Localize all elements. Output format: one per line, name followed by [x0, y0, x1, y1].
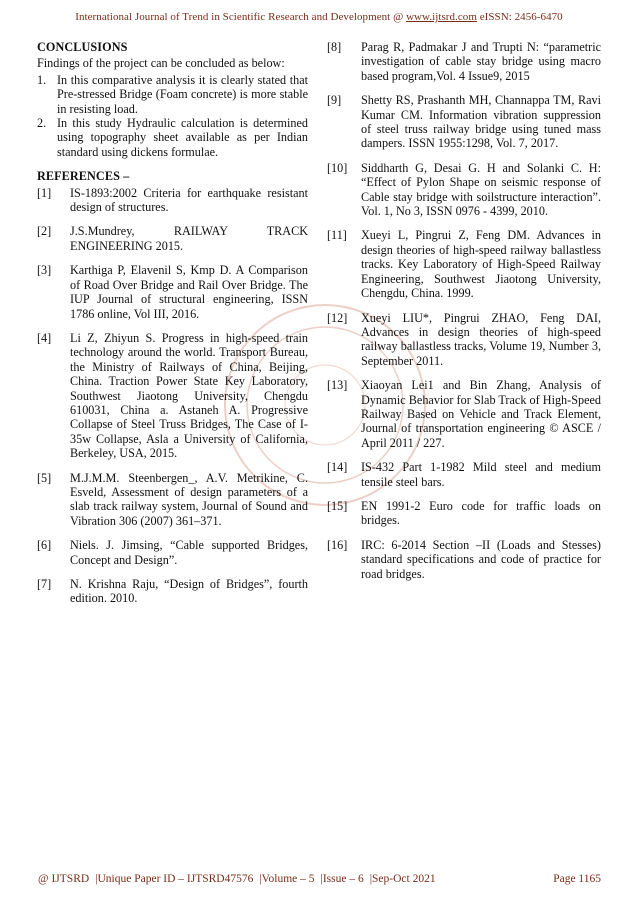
reference-text: M.J.M.M. Steenbergen_, A.V. Metrikine, C. Esveld, Assessment of design parameters of a slab track railway system, Journal of Sound and Vibration 306 (2007) 361–371. — [70, 470, 308, 528]
reference-text: Karthiga P, Elavenil S, Kmp D. A Comparison of Road Over Bridge and Rail Over Bridge. The IUP Journal of structural engineering, ISSN 1786 online, Vol III, 2016. — [70, 263, 308, 321]
reference-number: [9] — [327, 93, 342, 108]
references-heading: REFERENCES – — [37, 169, 130, 184]
reference-number: [11] — [327, 228, 347, 243]
conclusions-list — [37, 73, 308, 159]
conclusion-text: In this study Hydraulic calculation is determined using topography sheet available as per Indian standard using dickens formulae. — [57, 116, 308, 159]
reference-number: [7] — [37, 577, 52, 591]
reference-item — [37, 224, 308, 253]
references-list-right — [327, 40, 601, 581]
footer-issue: Issue – 6 — [322, 873, 364, 885]
journal-header — [0, 11, 638, 23]
conclusion-item — [37, 116, 308, 159]
reference-text: IS-432 Part 1-1982 Mild steel and medium tensile steel bars. — [361, 460, 601, 489]
reference-number: [3] — [37, 263, 52, 278]
reference-item — [327, 538, 601, 581]
reference-item — [37, 186, 308, 215]
reference-item — [327, 161, 601, 219]
reference-text: Siddharth G, Desai G. H and Solanki C. H: “Effect of Pylon Shape on seismic response of Cable stay bridge with soilstructure interaction”. Vol. 1, No 3, ISSN 0976 - 4399, 2010. — [361, 160, 601, 219]
site-link[interactable]: www.ijtsrd.com — [406, 11, 477, 23]
conclusion-number: 1. — [37, 72, 47, 87]
reference-text: J.S.Mundrey, RAILWAY TRACK ENGINEERING 2015. — [70, 224, 308, 253]
reference-text: Xueyi L, Pingrui Z, Feng DM. Advances in design theories of high-speed railway ballastless tracks. Key Laboratory of High-Speed Railway Engineering, Southwest Jiaotong University, Chengdu, China. 1999. — [361, 228, 601, 301]
reference-item — [37, 577, 308, 606]
reference-number: [1] — [37, 185, 52, 200]
reference-number: [12] — [327, 310, 348, 325]
reference-text: IRC: 6-2014 Section –II (Loads and Stesses) standard specifications and code of practice for road bridges. — [361, 537, 601, 581]
right-column — [327, 40, 601, 591]
footer-separator: | — [259, 873, 262, 885]
footer-separator: | — [369, 873, 373, 885]
footer-volume: Volume – 5 — [261, 873, 315, 885]
reference-item — [327, 460, 601, 489]
footer-separator: | — [320, 873, 323, 885]
reference-number: [6] — [37, 538, 52, 553]
reference-number: [4] — [37, 330, 52, 345]
reference-number: [5] — [37, 470, 52, 485]
reference-number: [10] — [327, 160, 348, 175]
reference-text: Shetty RS, Prashanth MH, Channappa TM, Ravi Kumar CM. Information vibration suppression of steel truss railway bridge using tuned mass dampers. ISSN 1955:1298, Vol. 7, 2017. — [361, 93, 601, 151]
conclusion-item — [37, 73, 308, 116]
left-column — [37, 40, 308, 616]
reference-item — [37, 471, 308, 529]
header-text-suffix: eISSN: 2456-6470 — [476, 11, 563, 23]
reference-text: Parag R, Padmakar J and Trupti N: “parametric investigation of cable stay bridge using macro based program,Vol. 4 Issue9, 2015 — [361, 40, 601, 83]
conclusions-intro: Findings of the project can be concluded as below: — [37, 56, 285, 71]
header-text-prefix: International Journal of Trend in Scientific Research and Development @ — [75, 11, 407, 23]
reference-item — [37, 331, 308, 461]
conclusion-text: In this comparative analysis it is clearly stated that Pre-stressed Bridge (Foam concrete) is more stable in resisting load. — [57, 72, 308, 116]
reference-text: N. Krishna Raju, “Design of Bridges”, fourth edition. 2010. — [70, 577, 308, 606]
reference-item — [327, 93, 601, 151]
references-list-left — [37, 186, 308, 606]
footer-paper-id: Unique Paper ID – IJTSRD47576 — [97, 873, 254, 885]
footer-page-number: Page 1165 — [553, 873, 601, 885]
reference-item — [327, 40, 601, 83]
conclusion-number: 2. — [37, 116, 47, 131]
reference-item — [327, 499, 601, 528]
conclusions-heading: CONCLUSIONS — [37, 40, 128, 54]
reference-text: Li Z, Zhiyun S. Progress in high-speed train technology around the world. Transport Bureau, the Ministry of Railways of China, Beijing, China. Traction Power State Key Laboratory, Southwest Jiaotong University, Chengdu 610031, China a. Astaneh A. Progressive Collapse of Steel Truss Bridges, The Case of I-35w Collapse, Asla a University of California, Berkeley, USA, 2015. — [70, 330, 308, 461]
reference-text: IS-1893:2002 Criteria for earthquake resistant design of structures. — [70, 185, 308, 215]
reference-item — [327, 378, 601, 450]
reference-text: Niels. J. Jimsing, “Cable supported Bridges, Concept and Design”. — [70, 538, 308, 567]
reference-number: [8] — [327, 40, 342, 54]
reference-number: [13] — [327, 378, 348, 393]
reference-item — [327, 228, 601, 300]
footer-info — [38, 873, 436, 885]
reference-text: Xueyi LIU*, Pingrui ZHAO, Feng DAI, Advances in design theories of high-speed railway ballastless tracks, Volume 19, Number 3, September 2011. — [361, 310, 601, 368]
reference-number: [14] — [327, 460, 348, 475]
reference-item — [327, 311, 601, 369]
reference-number: [15] — [327, 498, 348, 513]
reference-text: Xiaoyan Lei1 and Bin Zhang, Analysis of Dynamic Behavior for Slab Track of High-Speed Railway Based on Vehicle and Track Element, Journal of transportation engineering © ASCE / April 2011 / 227. — [361, 378, 601, 450]
reference-number: [16] — [327, 537, 348, 552]
footer-journal: @ IJTSRD — [38, 873, 90, 885]
reference-item — [37, 263, 308, 321]
footer-separator: | — [95, 873, 98, 885]
reference-number: [2] — [37, 224, 52, 239]
page-footer — [38, 871, 601, 887]
reference-item — [37, 538, 308, 567]
reference-text: EN 1991-2 Euro code for traffic loads on bridges. — [361, 498, 601, 528]
footer-date: Sep-Oct 2021 — [372, 873, 436, 885]
